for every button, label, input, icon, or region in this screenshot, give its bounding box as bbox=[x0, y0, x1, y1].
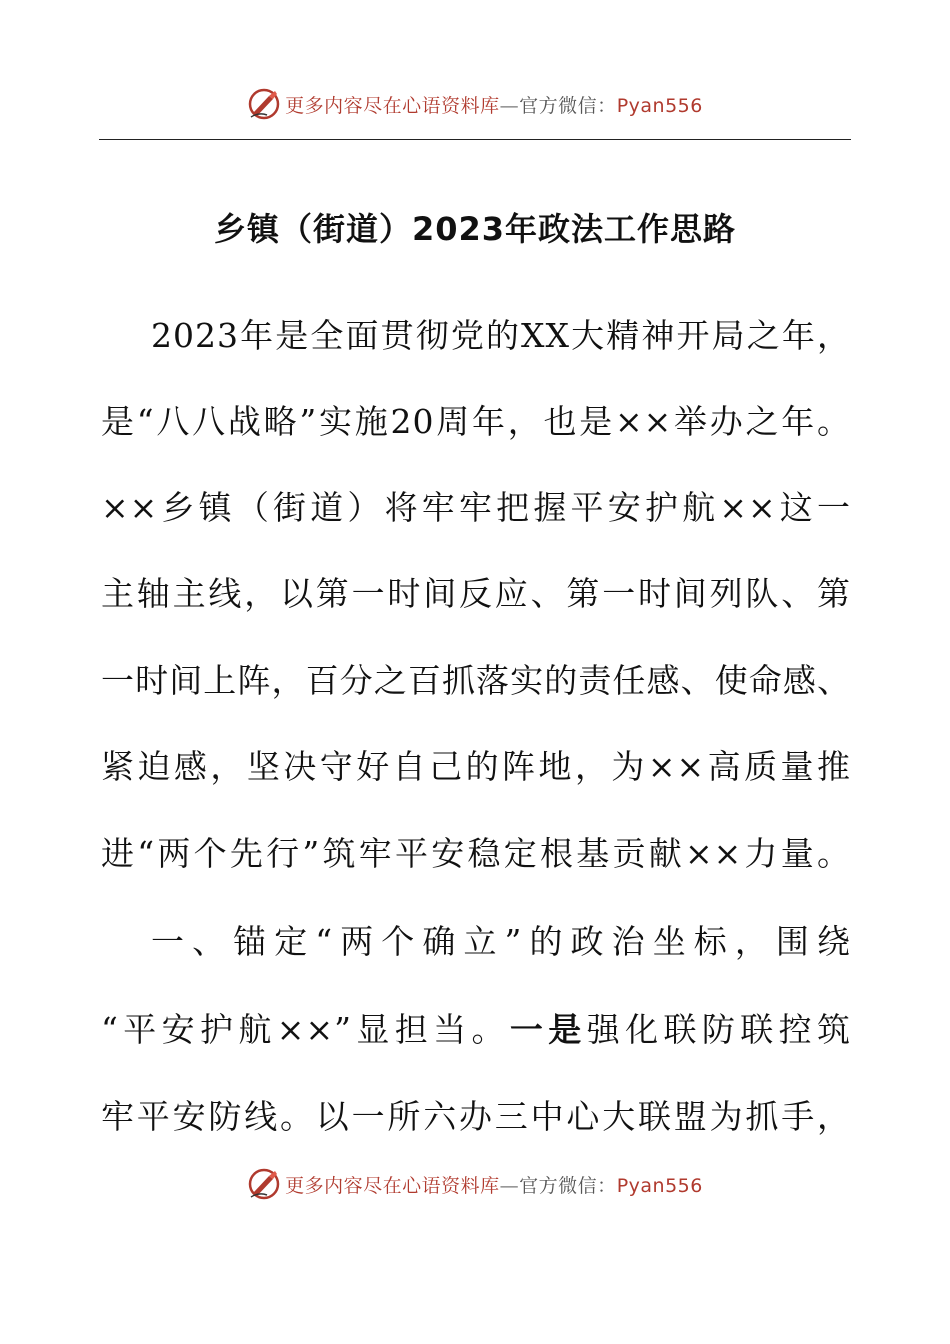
banner-site-text: 更多内容尽在心语资料库 bbox=[285, 94, 500, 117]
footer-brand bbox=[285, 1171, 703, 1198]
footer-site-text: 更多内容尽在心语资料库 bbox=[285, 1174, 500, 1197]
banner-wechat-id: Pyan556 bbox=[616, 94, 703, 117]
paragraph-text: 强化联防联控筑 bbox=[586, 1010, 852, 1049]
footer-banner bbox=[0, 1164, 950, 1204]
section-heading-line: 一、锚定“两个确立”的政治坐标，围绕 bbox=[151, 922, 851, 961]
footer-wechat-id: Pyan556 bbox=[616, 1174, 703, 1197]
paragraph-line: 2023年是全面贯彻党的XX大精神开局之年， bbox=[151, 316, 851, 355]
paragraph-line: 牢平安防线。以一所六办三中心大联盟为抓手， bbox=[101, 1097, 851, 1136]
footer-dash: — bbox=[499, 1174, 520, 1197]
header-banner bbox=[0, 84, 950, 124]
paragraph-line: 是“八八战略”实施20周年，也是××举办之年。 bbox=[101, 402, 851, 441]
document-title: 乡镇（街道）2023年政法工作思路 bbox=[213, 210, 737, 248]
banner-dash: — bbox=[499, 94, 520, 117]
pen-circle-logo-icon bbox=[247, 1167, 281, 1201]
paragraph-line: ××乡镇（街道）将牢牢把握平安护航××这一 bbox=[101, 488, 851, 527]
pen-circle-logo-icon bbox=[247, 87, 281, 121]
paragraph-line: 一时间上阵，百分之百抓落实的责任感、使命感、 bbox=[101, 661, 851, 700]
header-divider bbox=[99, 139, 851, 140]
section-heading-line-continued bbox=[101, 1005, 851, 1055]
section-heading-tail: “平安护航××”显担当。 bbox=[101, 1010, 510, 1049]
banner-brand bbox=[285, 91, 703, 118]
footer-official-text: 官方微信： bbox=[519, 1174, 617, 1197]
paragraph-line: 紧迫感，坚决守好自己的阵地，为××高质量推 bbox=[101, 747, 851, 786]
banner-official-text: 官方微信： bbox=[519, 94, 617, 117]
paragraph-line: 主轴主线，以第一时间反应、第一时间列队、第 bbox=[101, 574, 851, 613]
paragraph-line: 进“两个先行”筑牢平安稳定根基贡献××力量。 bbox=[101, 834, 851, 873]
bold-lead-text: 一是 bbox=[509, 1010, 587, 1049]
